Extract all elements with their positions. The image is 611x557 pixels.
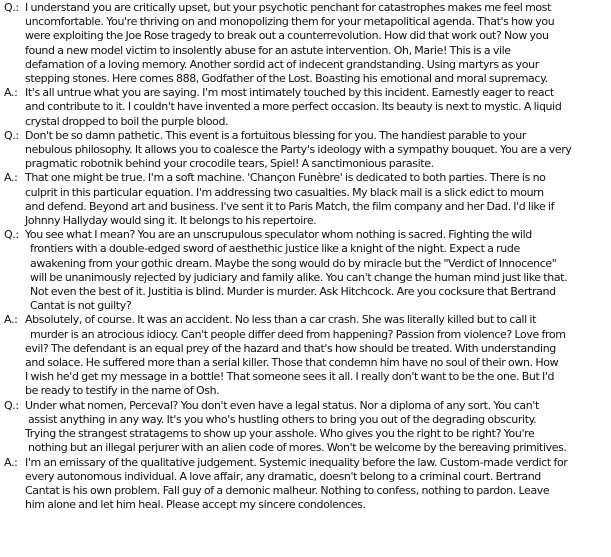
text-line xyxy=(4,44,605,58)
text-line xyxy=(4,1,605,15)
answer-label: A.: xyxy=(4,313,18,327)
text-line xyxy=(4,115,605,129)
text-line-content: Cantat is his own problem. Fall guy of a demonic malheur. Nothing to confess, nothing to pardon. Leave xyxy=(25,483,550,497)
text-line xyxy=(4,271,605,285)
text-line-content: were exploiting the Joe Rose tragedy to break out a counterrevolution. How did that work out? Now you xyxy=(25,29,549,43)
text-line-content: It's all untrue what you are saying. I'm most intimately touched by this incident. Earnestly eager to react xyxy=(25,86,554,100)
answer-label: A.: xyxy=(4,455,18,469)
answer-block xyxy=(4,456,605,513)
text-line xyxy=(4,29,605,43)
text-line-content: frontiers with a double-edged sword of aesthethic justice like a knight of the night. Expect a rude xyxy=(30,242,520,256)
text-line xyxy=(4,313,605,327)
text-line xyxy=(4,214,605,228)
text-line-content: nothing but an illegal perjurer with an alien code of mores. Won't be welcome by the bereaving primitives. xyxy=(28,441,567,455)
question-block xyxy=(4,228,605,313)
text-line-content: nebulous philosophy. It allows you to coalesce the Party's ideology with a sympathy bouquet. You are a very xyxy=(25,143,572,157)
text-line xyxy=(4,427,605,441)
question-label: Q.: xyxy=(4,228,19,242)
text-line xyxy=(4,129,605,143)
question-block xyxy=(4,1,605,86)
answer-block xyxy=(4,313,605,398)
text-line-content: Trying the strangest stratagems to show up your asshole. Who gives you the right to be right? You're xyxy=(25,427,535,441)
text-line-content: Absolutely, of course. It was an accident. No less than a car crash. She was literally killed but to call it xyxy=(25,313,537,327)
text-line-content: and contribute to it. I couldn't have invented a more perfect occasion. Its beauty is next to mystic. A liquid xyxy=(25,100,562,114)
text-line xyxy=(4,441,605,455)
text-line xyxy=(4,15,605,29)
answer-block xyxy=(4,171,605,228)
answer-label: A.: xyxy=(4,86,18,100)
text-line xyxy=(4,228,605,242)
text-line-content: That one might be true. I'm a soft machine. 'Chançon Funèbre' is dedicated to both parties. There is no xyxy=(25,171,546,185)
text-line xyxy=(4,242,605,256)
text-line xyxy=(4,157,605,171)
text-line xyxy=(4,186,605,200)
answer-label: A.: xyxy=(4,171,18,185)
text-line-content: I understand you are critically upset, but your psychotic penchant for catastrophes makes me feel most xyxy=(25,1,552,14)
text-line xyxy=(4,498,605,512)
text-line-content: be ready to testify in the name of Osh. xyxy=(25,384,220,398)
text-line-content: Johnny Hallyday would sing it. It belongs to his repertoire. xyxy=(25,214,317,228)
answer-block xyxy=(4,86,605,129)
text-line xyxy=(4,356,605,370)
text-line-content: uncomfortable. You're thriving on and monopolizing them for your metapolitical agenda. That's how you xyxy=(25,15,555,29)
question-label: Q.: xyxy=(4,1,19,14)
question-block xyxy=(4,399,605,456)
text-line-content: You see what I mean? You are an unscrupulous speculator whom nothing is sacred. Fighting the wild xyxy=(25,228,532,242)
text-line xyxy=(4,484,605,498)
text-line xyxy=(4,257,605,271)
text-line xyxy=(4,470,605,484)
text-line-content: I wish he'd get my message in a bottle! That someone sees it all. I really don't want to be the one. But I'd xyxy=(25,370,555,384)
text-line-content: every autonomous individual. A love affair, any dramatic, doesn't belong to a criminal court. Bertrand xyxy=(25,469,541,483)
text-line xyxy=(4,413,605,427)
text-line-content: assist anything in any way. It's you who's hustling others to bring you out of the degrading obscurity. xyxy=(28,412,537,426)
text-line-content: found a new model victim to insolently abuse for an astute intervention. Oh, Marie! This is a vile xyxy=(25,43,511,57)
text-line xyxy=(4,200,605,214)
text-line xyxy=(4,370,605,384)
text-line xyxy=(4,342,605,356)
text-line xyxy=(4,399,605,413)
text-line xyxy=(4,100,605,114)
question-label: Q.: xyxy=(4,398,19,412)
text-line-content: will be unanimously rejected by judiciary and family alike. You can't change the human mind just like that. xyxy=(30,270,568,284)
text-line-content: Under what nomen, Perceval? You don't even have a legal status. Nor a diploma of any sort. You can't xyxy=(25,398,539,412)
text-line-content: Cantat is not guilty? xyxy=(30,299,132,313)
text-line xyxy=(4,285,605,299)
text-line xyxy=(4,456,605,470)
question-block xyxy=(4,129,605,172)
text-line-content: pragmatic robotnik behind your crocodile tears, Spiel! A sanctimonious parasite. xyxy=(25,157,434,171)
text-line xyxy=(4,86,605,100)
text-line xyxy=(4,72,605,86)
text-line-content: crystal dropped to boil the purple blood. xyxy=(25,114,229,128)
text-line-content: and solace. He suffered more than a serial killer. Those that condemn him have no soul of their own. How xyxy=(25,356,559,370)
text-line xyxy=(4,58,605,72)
text-line-content: defamation of a loving memory. Another sordid act of indecent grandstanding. Using martyrs as your xyxy=(25,57,539,71)
text-line-content: him alone and let him heal. Please accept my sincere condolences. xyxy=(25,498,366,512)
text-line-content: stepping stones. Here comes 888, Godfather of the Lost. Boasting his emotional and moral supremacy. xyxy=(25,72,548,86)
text-line xyxy=(4,299,605,313)
text-line-content: I'm an emissary of the qualitative judgement. Systemic inequality before the law. Custom-made verdict for xyxy=(25,455,568,469)
text-line-content: Not even the best of it. Justitia is blind. Murder is murder. Ask Hitchcock. Are you cocksure that Bertrand xyxy=(30,285,556,299)
text-line-content: culprit in this particular equation. I'm addressing two casualties. My black mail is a slick edict to mourn xyxy=(25,185,544,199)
text-line-content: murder is an atrocious idiocy. Can't people differ deed from happening? Passion from violence? Love from xyxy=(30,327,566,341)
text-line xyxy=(4,384,605,398)
text-line-content: awakening from your gothic dream. Maybe the song would do by miracle but the "Verdict of Innocence" xyxy=(30,256,557,270)
question-label: Q.: xyxy=(4,128,19,142)
text-line xyxy=(4,171,605,185)
text-line-content: evil? The defendant is an equal prey of the hazard and that's how should be treated. With understanding xyxy=(25,341,556,355)
text-line xyxy=(4,328,605,342)
text-line xyxy=(4,143,605,157)
text-line-content: and defend. Beyond art and business. I've sent it to Paris Match, the film company and her Dad. I'd like if xyxy=(25,199,555,213)
text-line-content: Don't be so damn pathetic. This event is a fortuitous blessing for you. The handiest parable to your xyxy=(25,128,526,142)
